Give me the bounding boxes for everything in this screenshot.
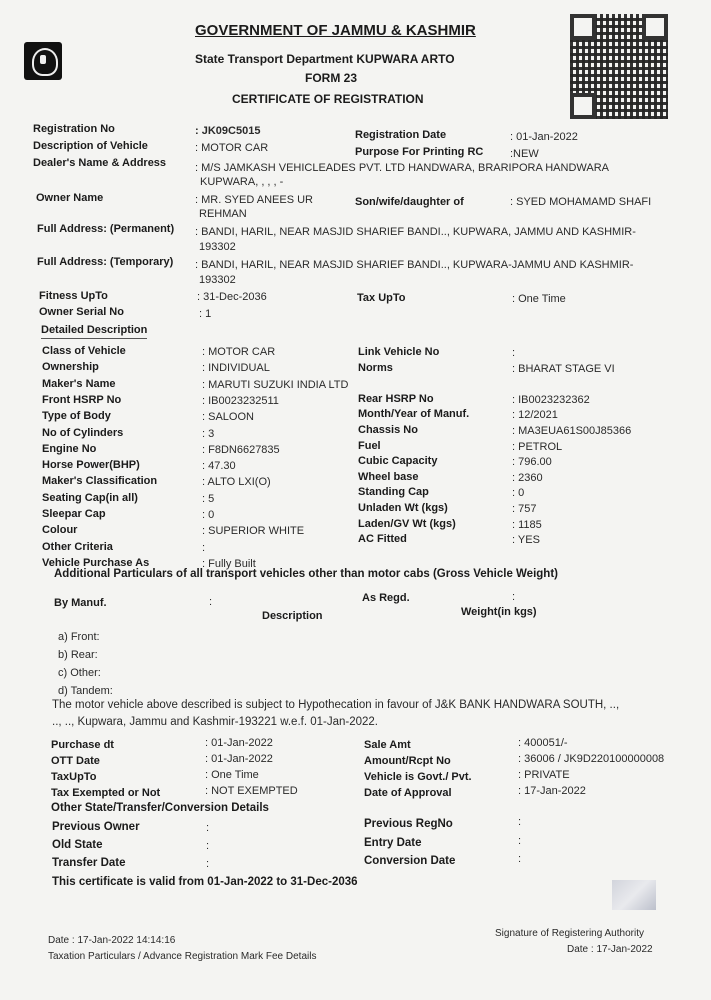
vehicle-spec-label: Chassis No [358,424,418,436]
permanent-address-line1: : BANDI, HARIL, NEAR MASJID SHARIEF BANDI.., KUPWARA, JAMMU AND KASHMIR- [195,226,636,238]
vehicle-detail-label: Colour [42,524,78,537]
purchase-field-label: TaxUpTo [51,771,97,783]
government-title: GOVERNMENT OF JAMMU & KASHMIR [195,22,476,39]
relation-label: Son/wife/daughter of [355,196,464,208]
as-regd-value: : [512,591,516,603]
relation-value: : SYED MOHAMAMD SHAFI [510,196,652,208]
reg-no-label: Registration No [33,123,115,135]
detailed-description-heading: Detailed Description [41,324,147,339]
validity-statement: This certificate is valid from 01-Jan-2022 to 31-Dec-2036 [52,876,358,888]
fitness-value: : 31-Dec-2036 [197,291,267,303]
owner-value-line2: REHMAN [199,208,247,220]
previous-owner-label: Previous Owner [52,821,140,833]
purpose-value: :NEW [510,148,539,160]
as-regd-label: As Regd. [362,592,410,604]
payment-field-label: Vehicle is Govt./ Pvt. [364,771,472,783]
by-manuf-label: By Manuf. [54,597,107,609]
old-state-label: Old State [52,839,103,851]
vehicle-detail-value: : ALTO LXI(O) [202,476,271,489]
vehicle-detail-value: : Fully Built [202,557,256,570]
purchase-field-value: : 01-Jan-2022 [205,737,273,749]
vehicle-spec-label: Rear HSRP No [358,392,434,405]
vehicle-spec-value: : 0 [512,487,525,500]
vehicle-detail-label: Type of Body [42,410,111,423]
by-manuf-value: : [209,596,213,608]
vehicle-detail-value: : MOTOR CAR [202,346,276,358]
payment-field-value: : PRIVATE [518,769,570,781]
front-axle: a) Front: [58,631,100,643]
purchase-field-value: : 01-Jan-2022 [205,753,273,765]
vehicle-spec-label: Norms [358,361,393,374]
vehicle-detail-value: : F8DN6627835 [202,443,280,456]
transfer-title: Other State/Transfer/Conversion Details [51,802,269,814]
desc-value: : MOTOR CAR [195,142,269,154]
taxation-particulars: Taxation Particulars / Advance Registration Mark Fee Details [48,951,317,962]
previous-reg-label: Previous RegNo [364,818,453,830]
vehicle-detail-label: No of Cylinders [42,426,124,439]
owner-serial-value: : 1 [199,308,212,320]
permanent-address-line2: 193302 [199,241,236,253]
vehicle-spec-value: : PETROL [512,440,563,453]
hypothecation-line2: .., .., Kupwara, Jammu and Kashmir-193221 w.e.f. 01-Jan-2022. [52,716,379,728]
rear-axle: b) Rear: [58,649,98,661]
vehicle-detail-label: Other Criteria [42,540,113,553]
conversion-date-label: Conversion Date [364,855,456,867]
entry-date-label: Entry Date [364,837,422,849]
vehicle-detail-value: : MARUTI SUZUKI INDIA LTD [202,378,349,391]
vehicle-detail-value: : 5 [202,492,215,505]
other-axle: c) Other: [58,667,101,679]
tax-value: : One Time [512,293,566,305]
desc-label: Description of Vehicle [33,140,148,152]
vehicle-spec-label: Standing Cap [358,486,429,499]
purchase-field-label: OTT Date [51,755,100,767]
vehicle-detail-value: : [202,541,206,554]
certificate-title: CERTIFICATE OF REGISTRATION [232,92,424,106]
additional-particulars-title: Additional Particulars of all transport vehicles other than motor cabs (Gross Vehicle Weight) [54,568,558,580]
vehicle-detail-label: Maker's Classification [42,475,158,488]
vehicle-spec-label: Unladen Wt (kgs) [358,502,448,514]
vehicle-detail-label: Class of Vehicle [42,345,126,357]
reg-date-value: : 01-Jan-2022 [510,131,578,143]
vehicle-spec-value: : IB0023232362 [512,393,590,406]
entry-date-value: : [518,835,522,847]
vehicle-detail-label: Horse Power(BHP) [42,459,140,472]
vehicle-spec-label: Fuel [358,439,381,452]
reg-date-label: Registration Date [355,129,447,141]
payment-field-label: Sale Amt [364,739,411,751]
previous-owner-value: : [206,822,210,834]
vehicle-detail-label: Maker's Name [42,377,116,390]
vehicle-spec-label: Link Vehicle No [358,346,440,358]
purchase-field-value: : One Time [205,769,259,781]
vehicle-detail-value: : IB0023232511 [202,394,279,407]
transfer-date-label: Transfer Date [52,857,126,869]
vehicle-detail-value: : 3 [202,427,215,440]
vehicle-spec-value: : 12/2021 [512,409,558,422]
previous-reg-value: : [518,816,522,828]
vehicle-spec-label: AC Fitted [358,533,407,546]
vehicle-detail-label: Engine No [42,442,97,455]
vehicle-spec-label: Laden/GV Wt (kgs) [358,517,456,530]
purpose-label: Purpose For Printing RC [355,146,484,158]
vehicle-spec-value: : 1185 [512,518,542,531]
vehicle-detail-value: : INDIVIDUAL [202,362,270,375]
vehicle-detail-label: Sleepar Cap [42,508,106,520]
vehicle-detail-label: Ownership [42,361,99,374]
temporary-address-label: Full Address: (Temporary) [37,256,174,268]
vehicle-spec-value: : YES [512,534,540,547]
vehicle-spec-label: Month/Year of Manuf. [358,408,470,421]
payment-field-value: : 400051/- [518,737,568,749]
old-state-value: : [206,840,210,852]
vehicle-spec-value: : 796.00 [512,456,552,469]
vehicle-spec-label: Wheel base [358,470,419,483]
qr-code-icon [570,14,668,119]
permanent-address-label: Full Address: (Permanent) [37,223,175,235]
dealer-label: Dealer's Name & Address [33,157,167,169]
reg-no-value: : JK09C5015 [195,125,261,137]
tandem-axle: d) Tandem: [58,685,113,697]
conversion-date-value: : [518,853,522,865]
owner-serial-label: Owner Serial No [39,306,124,318]
vehicle-detail-label: Front HSRP No [42,393,122,406]
owner-value-line1: : MR. SYED ANEES UR [195,194,313,206]
purchase-field-label: Tax Exempted or Not [51,787,161,799]
payment-field-label: Amount/Rcpt No [364,755,451,767]
vehicle-spec-value: : 2360 [512,471,543,484]
vehicle-spec-label: Cubic Capacity [358,455,438,468]
vehicle-detail-value: : 47.30 [202,460,236,473]
form-number: FORM 23 [305,71,358,85]
description-header: Description [262,610,323,622]
dealer-value-line1: : M/S JAMKASH VEHICLEADES PVT. LTD HANDWARA, BRARIPORA HANDWARA [195,162,609,174]
temporary-address-line1: : BANDI, HARIL, NEAR MASJID SHARIEF BANDI.., KUPWARA-JAMMU AND KASHMIR- [195,259,634,271]
official-stamp-icon [612,880,656,910]
department-title: State Transport Department KUPWARA ARTO [195,52,455,66]
vehicle-detail-value: : SALOON [202,411,254,424]
vehicle-spec-value: : MA3EUA61S00J85366 [512,425,632,437]
purchase-field-value: : NOT EXEMPTED [205,785,298,797]
fitness-label: Fitness UpTo [39,290,108,302]
vehicle-spec-value: : 757 [512,503,537,515]
footer-date: Date : 17-Jan-2022 14:14:16 [48,935,176,946]
temporary-address-line2: 193302 [199,274,236,286]
vehicle-spec-value: : BHARAT STAGE VI [512,362,615,375]
hypothecation-line1: The motor vehicle above described is subject to Hypothecation in favour of J&K BANK HANDWARA SOUTH, .., [52,699,620,711]
vehicle-detail-value: : SUPERIOR WHITE [202,525,305,538]
tax-label: Tax UpTo [357,292,406,304]
dealer-value-line2: KUPWARA, , , , - [200,176,284,188]
vehicle-detail-label: Seating Cap(in all) [42,491,138,504]
purchase-field-label: Purchase dt [51,739,114,751]
government-emblem-icon [24,42,62,80]
vehicle-detail-label: Vehicle Purchase As [42,556,150,569]
vehicle-detail-value: : 0 [202,509,215,521]
signature-date: Date : 17-Jan-2022 [567,944,653,955]
transfer-date-value: : [206,858,210,870]
payment-field-value: : 36006 / JK9D220100000008 [518,753,665,765]
payment-field-label: Date of Approval [364,787,452,799]
signature-label: Signature of Registering Authority [495,928,644,939]
payment-field-value: : 17-Jan-2022 [518,785,586,797]
weight-header: Weight(in kgs) [461,606,537,618]
owner-label: Owner Name [36,192,104,204]
vehicle-spec-value: : [512,347,516,359]
